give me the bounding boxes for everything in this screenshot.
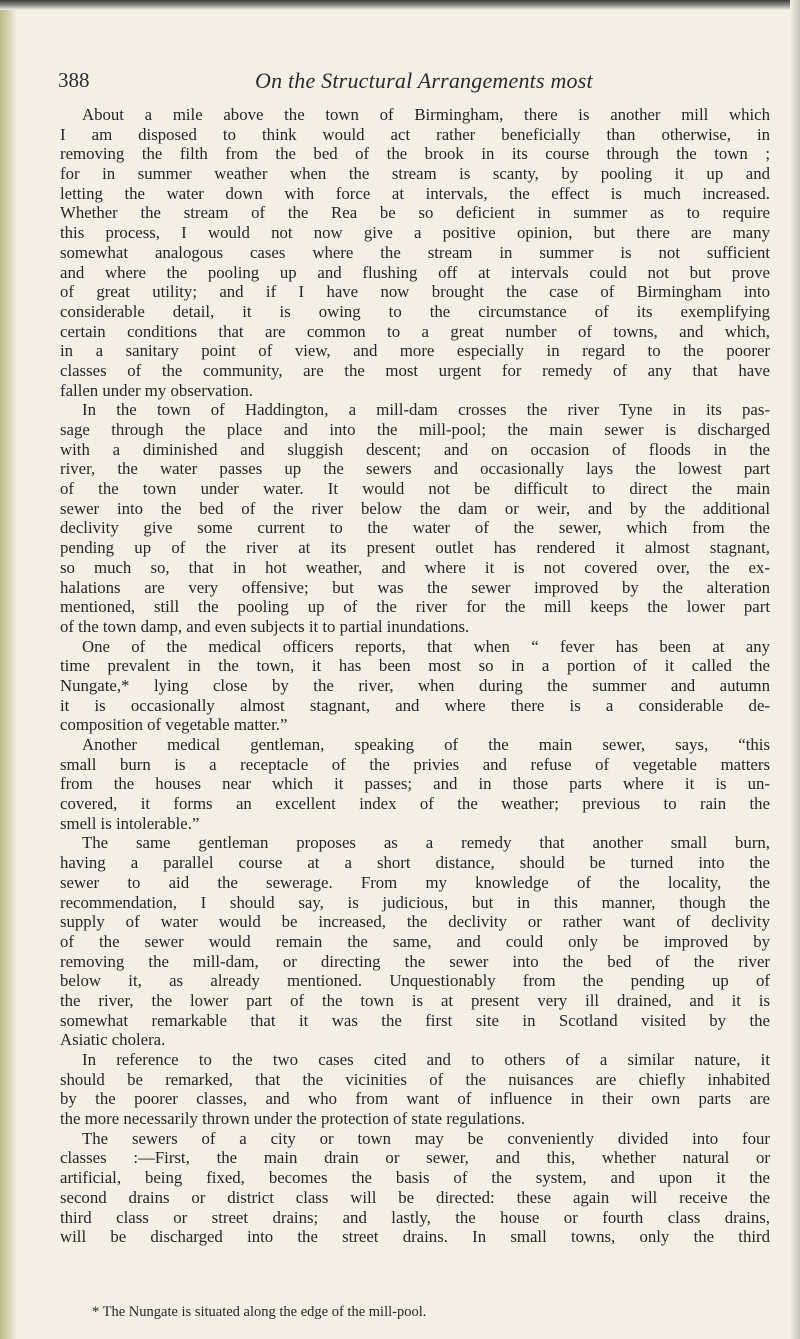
text-line: time prevalent in the town, it has been most so in a portion of it called the bbox=[60, 656, 770, 676]
text-line: with a diminished and sluggish descent; and on occasion of floods in the bbox=[60, 439, 770, 459]
text-line: and where the pooling up and flushing off at intervals could not but prove bbox=[60, 262, 770, 282]
text-line: mentioned, still the pooling up of the river for the mill keeps the lower part bbox=[60, 597, 770, 617]
text-line: classes of the community, are the most urgent for remedy of any that have bbox=[60, 360, 770, 380]
text-line: smell is intolerable.” bbox=[60, 813, 200, 833]
text-line: sage through the place and into the mill-pool; the main sewer is discharged bbox=[60, 420, 770, 439]
text-line: recommendation, I should say, is judicious, but in this manner, though the bbox=[60, 892, 770, 912]
text-line: of the sewer would remain the same, and could only be improved by bbox=[60, 931, 770, 951]
text-line: by the poorer classes, and who from want of influence in their own parts are bbox=[60, 1089, 770, 1109]
text-line: removing the filth from the bed of the brook in its course through the town ; bbox=[60, 144, 770, 164]
text-line: Asiatic cholera. bbox=[60, 1030, 166, 1050]
text-line: composition of vegetable matter.” bbox=[60, 715, 288, 735]
text-line: somewhat analogous cases where the stream in summer is not sufficient bbox=[60, 242, 770, 262]
running-title: On the Structural Arrangements most bbox=[255, 68, 593, 93]
text-line: small burn is a receptacle of the privies and refuse of vegetable matters bbox=[60, 754, 770, 774]
text-line: sewer to aid the sewerage. From my knowledge of the locality, the bbox=[60, 872, 770, 892]
text-line: of great utility; and if I have now brought the case of Birmingham into bbox=[60, 282, 770, 302]
text-line: In the town of Haddington, a mill-dam crosses the river Tyne in its pas- bbox=[82, 400, 770, 420]
text-line: will be discharged into the street drains. In small towns, only the third bbox=[60, 1227, 770, 1247]
body-text bbox=[60, 105, 770, 1247]
text-line: third class or street drains; and lastly, the house or fourth class drains, bbox=[60, 1207, 770, 1227]
text-line: Whether the stream of the Rea be so deficient in summer as to require bbox=[60, 203, 770, 223]
binding-gutter bbox=[0, 0, 16, 1339]
text-line: pending up of the river at its present outlet has rendered it almost stagnant, bbox=[60, 538, 770, 558]
text-line: fallen under my observation. bbox=[60, 380, 253, 400]
text-line: of the town damp, and even subjects it to partial inundations. bbox=[60, 616, 470, 636]
text-line: so much so, that in hot weather, and where it is not covered over, the ex- bbox=[60, 557, 770, 577]
text-line: I am disposed to think would act rather beneficially than otherwise, in bbox=[60, 124, 770, 144]
text-line: halations are very offensive; but was the sewer improved by the alteration bbox=[60, 577, 770, 597]
text-line: the river, the lower part of the town is at present very ill drained, and it is bbox=[60, 990, 770, 1010]
scan-top-edge bbox=[0, 0, 800, 10]
footnote: * The Nungate is situated along the edge of the mill-pool. bbox=[92, 1304, 427, 1320]
text-line: sewer into the bed of the river below the dam or weir, and by the additional bbox=[60, 498, 770, 518]
text-line: artificial, being fixed, becomes the basis of the system, and upon it the bbox=[60, 1168, 770, 1188]
text-line: the more necessarily thrown under the protection of state regulations. bbox=[60, 1109, 526, 1129]
text-line: below it, as already mentioned. Unquestionably from the pending up of bbox=[60, 971, 770, 991]
text-line: declivity give some current to the water of the sewer, which from the bbox=[60, 518, 770, 538]
running-header bbox=[0, 68, 800, 96]
page-right-edge bbox=[790, 0, 800, 1339]
text-line: removing the mill-dam, or directing the sewer into the bed of the river bbox=[60, 951, 770, 971]
text-line: should be remarked, that the vicinities of the nuisances are chiefly inhabited bbox=[60, 1069, 770, 1089]
text-line: river, the water passes up the sewers and occasionally lays the lowest part bbox=[60, 459, 770, 479]
text-line: One of the medical officers reports, that when “ fever has been at any bbox=[82, 636, 770, 656]
text-line: for in summer weather when the stream is scanty, by pooling it up and bbox=[60, 164, 770, 184]
text-line: second drains or district class will be directed: these again will receive the bbox=[60, 1187, 770, 1207]
text-line: Another medical gentleman, speaking of the main sewer, says, “this bbox=[82, 735, 770, 754]
page-number: 388 bbox=[58, 68, 90, 92]
text-line: letting the water down with force at intervals, the effect is much increased. bbox=[60, 183, 770, 203]
text-line: somewhat remarkable that it was the first site in Scotland visited by the bbox=[60, 1010, 770, 1030]
text-line: The sewers of a city or town may be conveniently divided into four bbox=[82, 1128, 770, 1148]
text-line: supply of water would be increased, the declivity or rather want of declivity bbox=[60, 912, 770, 932]
text-line: certain conditions that are common to a great number of towns, and which, bbox=[60, 321, 770, 341]
text-line: in a sanitary point of view, and more especially in regard to the poorer bbox=[60, 341, 770, 361]
text-line: of the town under water. It would not be difficult to direct the main bbox=[60, 479, 770, 499]
text-line: this process, I would not now give a positive opinion, but there are many bbox=[60, 223, 770, 243]
text-line: In reference to the two cases cited and to others of a similar nature, it bbox=[82, 1050, 770, 1069]
text-line: considerable detail, it is owing to the circumstance of its exemplifying bbox=[60, 301, 770, 321]
text-line: The same gentleman proposes as a remedy that another small burn, bbox=[82, 833, 770, 853]
text-line: classes :—First, the main drain or sewer, and this, whether natural or bbox=[60, 1148, 770, 1168]
text-line: About a mile above the town of Birmingham, there is another mill which bbox=[82, 105, 770, 124]
text-line: covered, it forms an excellent index of the weather; previous to rain the bbox=[60, 794, 770, 814]
text-line: from the houses near which it passes; and in those parts where it is un- bbox=[60, 774, 770, 794]
text-line: having a parallel course at a short distance, should be turned into the bbox=[60, 853, 770, 873]
text-line: it is occasionally almost stagnant, and where there is a considerable de- bbox=[60, 695, 770, 715]
text-line: Nungate,* lying close by the river, when during the summer and autumn bbox=[60, 675, 770, 695]
